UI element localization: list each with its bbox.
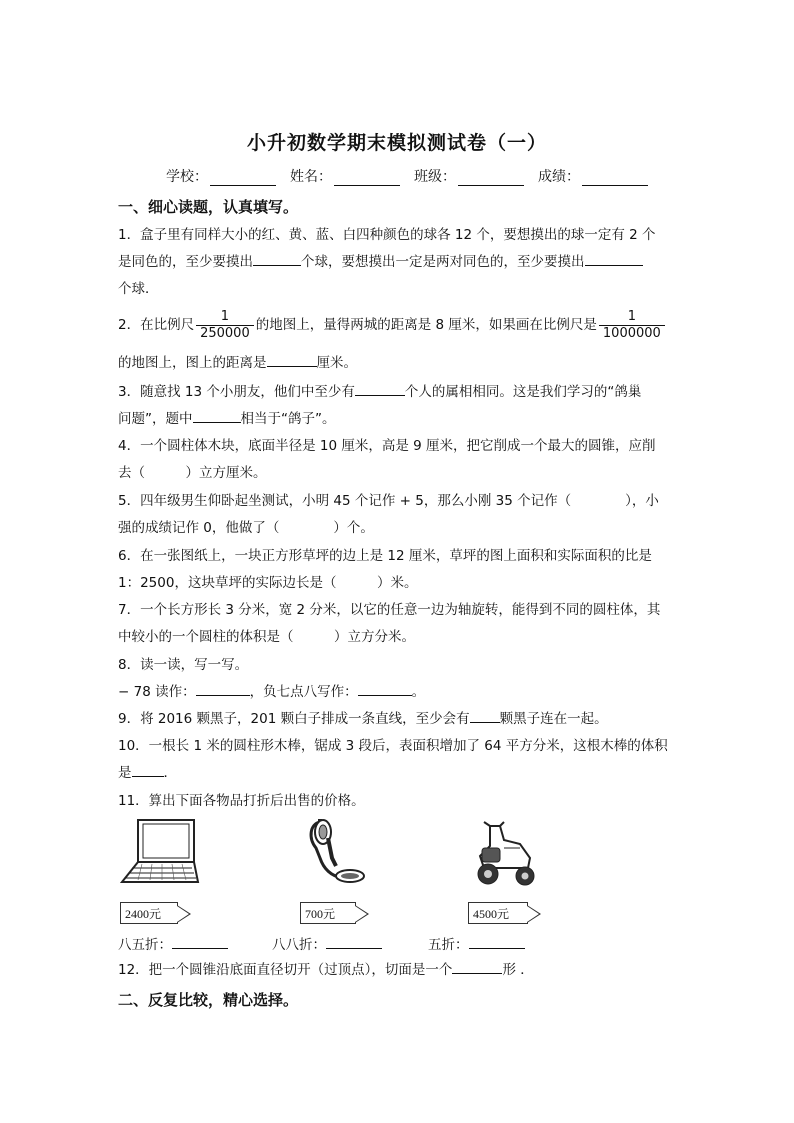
discount-horn-blank[interactable]	[326, 933, 382, 949]
q11-line1: 11．算出下面各物品打折后出售的价格。	[118, 793, 365, 809]
name-blank[interactable]	[334, 171, 400, 186]
q3-blank-1[interactable]	[355, 380, 405, 396]
q10-line1: 10．一根长 1 米的圆柱形木棒，锯成 3 段后，表面积增加了 64 平方分米，这根木棒的体积	[118, 738, 668, 754]
question-1	[118, 222, 678, 303]
discount-laptop: 八五折：	[118, 933, 228, 953]
question-6	[118, 543, 678, 597]
discount-scooter-blank[interactable]	[469, 933, 525, 949]
q10-blank[interactable]	[132, 761, 164, 777]
q12-blank[interactable]	[452, 958, 502, 974]
school-blank[interactable]	[210, 171, 276, 186]
q1-line2: 是同色的，至少要摸出 个球，要想摸出一定是两对同色的，至少要摸出	[118, 249, 678, 276]
scooter-icon	[470, 818, 540, 888]
question-11	[118, 788, 678, 815]
class-blank[interactable]	[458, 171, 524, 186]
question-9: 9．将 2016 颗黑子，201 颗白子排成一条直线，至少会有 颗黑子连在一起。	[118, 706, 678, 733]
discount-scooter: 五折：	[428, 933, 525, 953]
q4-line2: 去（ ）立方厘米。	[118, 465, 267, 481]
q2-line2: 的地图上，图上的距离是 厘米。	[118, 350, 678, 377]
q7-line2: 中较小的一个圆柱的体积是（ ）立方分米。	[118, 629, 415, 645]
section-1-heading: 一、细心读题，认真填写。	[118, 198, 299, 216]
q2-line1: 2．在比例尺 $\frac{1}{250000}$ 的地图上，量得两城的距离是 8 厘米，如果画在比例尺是 $\frac{1}{1000000}$	[118, 306, 678, 344]
score-blank[interactable]	[582, 171, 648, 186]
q7-line1: 7．一个长方形长 3 分米，宽 2 分米，以它的任意一边为轴旋转，能得到不同的圆柱体，其	[118, 602, 661, 618]
q5-line1: 5．四年级男生仰卧起坐测试，小明 45 个记作 + 5，那么小刚 35 个记作（ ），小	[118, 493, 659, 509]
q8-line2: − 78 读作： ，负七点八写作： 。	[118, 679, 678, 706]
section-2-heading: 二、反复比较，精心选择。	[118, 991, 299, 1009]
q1-line3: 个球．	[118, 281, 159, 297]
price-tag-scooter: 4500元	[468, 902, 528, 924]
q2-fraction-1: $\frac{1}{250000}$	[196, 309, 254, 342]
q6-line2: 1：2500，这块草坪的实际边长是（ ）米。	[118, 575, 418, 591]
question-12: 12．把一个圆锥沿底面直径切开（过顶点），切面是一个 形 ．	[118, 957, 678, 984]
question-8	[118, 652, 678, 706]
q6-line1: 6．在一张图纸上，一块正方形草坪的边上是 12 厘米，草坪的图上面积和实际面积的比是	[118, 548, 652, 564]
price-tag-laptop: 2400元	[120, 902, 178, 924]
student-info-line	[166, 166, 662, 186]
q3-line2: 问题”，题中 相当于“鸽子”。	[118, 406, 678, 433]
score-label: 成绩：	[538, 169, 580, 185]
q1-line1: 1．盒子里有同样大小的红、黄、蓝、白四种颜色的球各 12 个，要想摸出的球一定有 2 个	[118, 227, 656, 243]
q8-blank-2[interactable]	[358, 680, 412, 696]
school-label: 学校：	[166, 169, 208, 185]
question-5	[118, 488, 678, 542]
question-4	[118, 433, 678, 487]
question-2	[118, 306, 678, 344]
q3-blank-2[interactable]	[193, 407, 241, 423]
laptop-icon	[120, 818, 200, 888]
q8-blank-1[interactable]	[196, 680, 250, 696]
question-10	[118, 733, 678, 787]
q2-fraction-2: $\frac{1}{1000000}$	[599, 309, 665, 342]
q8-line1: 8．读一读，写一写。	[118, 657, 249, 673]
question-7	[118, 597, 678, 651]
q1-blank-1[interactable]	[253, 250, 301, 266]
q3-line1: 3．随意找 13 个小朋友，他们中至少有 个人的属相相同。这是我们学习的“鸽巢	[118, 379, 678, 406]
horn-icon	[298, 818, 368, 888]
name-label: 姓名：	[290, 169, 332, 185]
q1-blank-2[interactable]	[585, 250, 643, 266]
discount-horn: 八八折：	[272, 933, 382, 953]
q5-line2: 强的成绩记作 0，他做了（ ）个。	[118, 520, 374, 536]
page-title: 小升初数学期末模拟测试卷（一）	[246, 132, 547, 154]
price-tag-horn: 700元	[300, 902, 356, 924]
q2-blank[interactable]	[267, 351, 317, 367]
class-label: 班级：	[414, 169, 456, 185]
q9-blank[interactable]	[470, 707, 500, 723]
question-3	[118, 379, 678, 433]
q4-line1: 4．一个圆柱体木块，底面半径是 10 厘米，高是 9 厘米，把它削成一个最大的圆锥，应削	[118, 438, 656, 454]
discount-laptop-blank[interactable]	[172, 933, 228, 949]
q10-line2: 是 ．	[118, 760, 678, 787]
